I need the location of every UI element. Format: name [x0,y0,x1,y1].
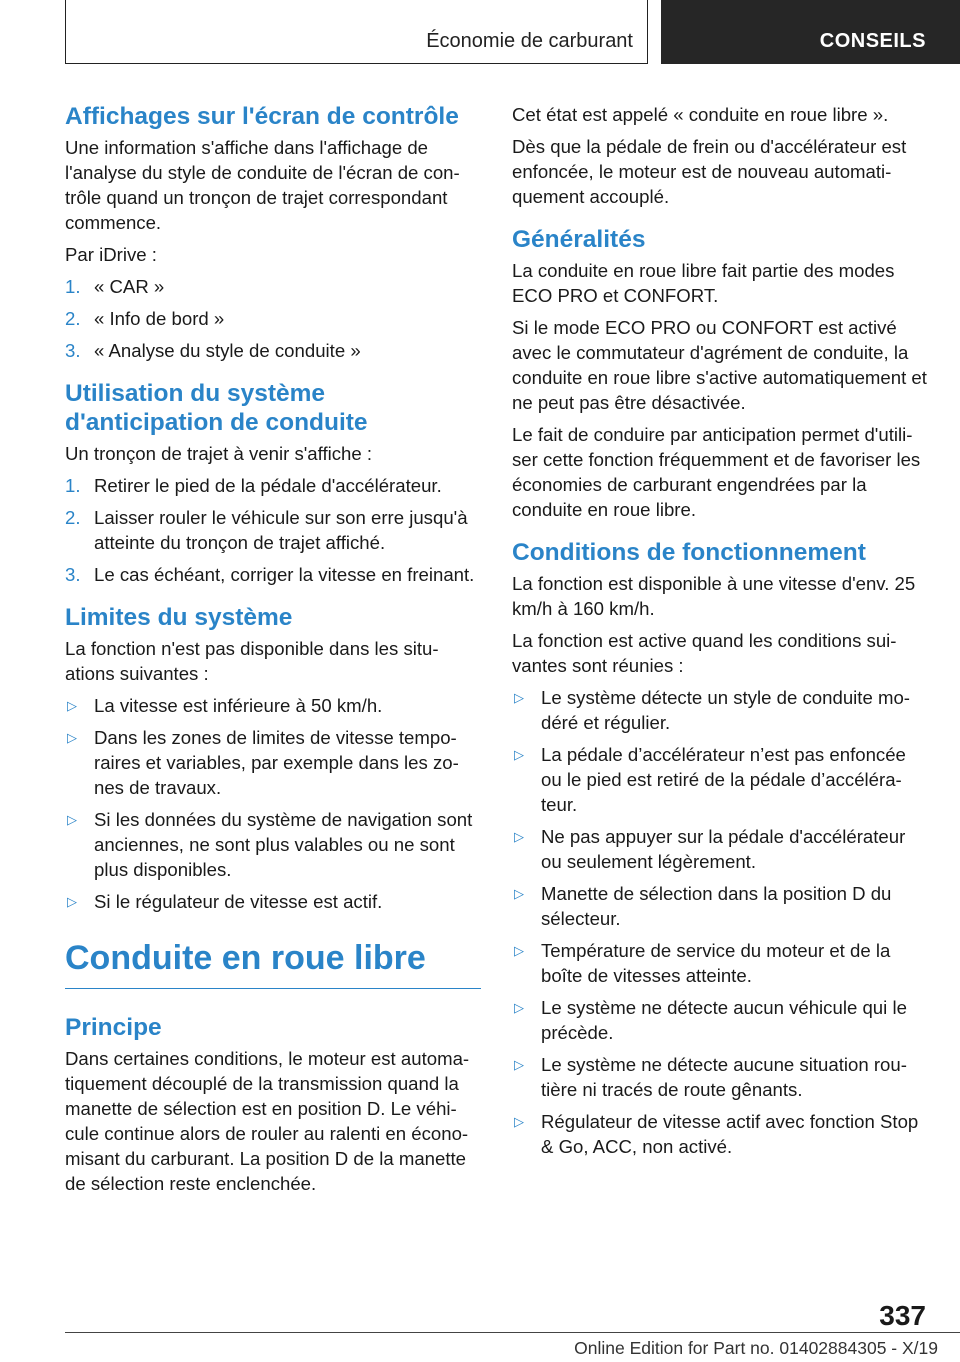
page-number: 337 [879,1300,926,1331]
footer-edition: Online Edition for Part no. 01402884305 - X/19 [574,1338,938,1358]
step-text: « CAR » [94,276,165,297]
paragraph-generalites-1: La conduite en roue libre fait partie des modes ECO PRO et CONFORT. [512,260,895,306]
item-text: La vitesse est inférieure à 50 km/h. [94,695,383,716]
list-item [512,1052,928,1102]
bullet-triangle-icon: ▷ [514,690,524,705]
limites-list [65,693,481,914]
bullet-triangle-icon: ▷ [514,1114,524,1129]
header-chapter-tab [661,0,960,64]
heading-affichages: Affichages sur l'écran de contrôle [65,103,459,130]
paragraph-conditions-1: La fonction est disponible à une vitesse d'env. 25 km/h à 160 km/h. [512,573,916,619]
item-text: La pédale d’accélérateur n’est pas enfoncée ou le pied est retiré de la pédale d’accéléra‐teur. [541,744,906,815]
idrive-steps [65,274,481,363]
step-number: 2. [65,308,81,329]
paragraph-idrive: Par iDrive : [65,244,157,265]
bullet-triangle-icon: ▷ [514,747,524,762]
item-text: Ne pas appuyer sur la pédale d'accélérateur ou seulement légèrement. [541,826,906,872]
step-text: Le cas échéant, corriger la vitesse en freinant. [94,564,475,585]
heading-principe: Principe [65,1014,162,1041]
step-number: 3. [65,340,81,361]
item-text: Le système ne détecte aucun véhicule qui le précède. [541,997,907,1043]
list-item [512,685,928,735]
paragraph-pedale: Dès que la pédale de frein ou d'accélérateur est enfoncée, le moteur est de nouveau automati‐quement accouplé. [512,136,907,207]
heading-conditions: Conditions de fonctionnement [512,539,866,566]
paragraph-generalites-3: Le fait de conduire par anticipation permet d'utili‐ser cette fonction fréquemment et de favoriser les économies de carburant engendrées par la conduite en roue libre. [512,424,921,520]
item-text: Le système détecte un style de conduite mo‐déré et régulier. [541,687,910,733]
list-item [65,693,481,718]
list-item [65,505,481,555]
item-text: Température de service du moteur et de la boîte de vitesses atteinte. [541,940,891,986]
bullet-triangle-icon: ▷ [67,730,77,745]
item-text: Dans les zones de limites de vitesse tempo‐raires et variables, par exemple dans les zo‐nes de travaux. [94,727,459,798]
utilisation-steps [65,473,481,587]
left-column [65,102,481,1203]
step-number: 3. [65,564,81,585]
step-number: 1. [65,276,81,297]
right-column [512,102,928,1166]
list-item [512,995,928,1045]
item-text: Le système ne détecte aucune situation rou‐tière ni tracés de route gênants. [541,1054,907,1100]
bullet-triangle-icon: ▷ [514,829,524,844]
paragraph-conditions-2: La fonction est active quand les conditions sui‐vantes sont réunies : [512,630,897,676]
item-text: Si les données du système de navigation sont anciennes, ne sont plus valables ou ne sont plus disponibles. [94,809,473,880]
list-item [65,889,481,914]
item-text: Régulateur de vitesse actif avec fonction Stop & Go, ACC, non activé. [541,1111,919,1157]
list-item [65,274,481,299]
list-item [512,1109,928,1159]
list-item [65,562,481,587]
bullet-triangle-icon: ▷ [67,894,77,909]
list-item [512,824,928,874]
bullet-triangle-icon: ▷ [514,886,524,901]
bullet-triangle-icon: ▷ [67,698,77,713]
paragraph-principe: Dans certaines conditions, le moteur est automa‐tiquement découplé de la transmission quand la manette de sélection est en position D. Le véhi‐cule continue alors de rouler au ralenti en écono‐misant du carburant. La position D de la manette de sélection reste enclenchée. [65,1048,470,1194]
bullet-triangle-icon: ▷ [514,1000,524,1015]
step-text: Retirer le pied de la pédale d'accélérateur. [94,475,442,496]
step-text: « Info de bord » [94,308,225,329]
bullet-triangle-icon: ▷ [514,943,524,958]
header-chapter-title: CONSEILS [819,30,926,52]
header-section-box [65,0,648,64]
paragraph-utilisation: Un tronçon de trajet à venir s'affiche : [65,443,373,464]
step-number: 1. [65,475,81,496]
step-text: Laisser rouler le véhicule sur son erre jusqu'à atteinte du tronçon de trajet affiché. [94,507,468,553]
list-item [65,473,481,498]
list-item [65,338,481,363]
paragraph-affichages: Une information s'affiche dans l'affichage de l'analyse du style de conduite de l'écran de con‐trôle quand un tronçon de trajet correspondant commence. [65,137,460,233]
paragraph-limites: La fonction n'est pas disponible dans les situ‐ations suivantes : [65,638,439,684]
footer-rule [65,1332,960,1333]
list-item [65,725,481,800]
heading-limites: Limites du système [65,604,293,631]
list-item [65,306,481,331]
item-text: Si le régulateur de vitesse est actif. [94,891,383,912]
heading-utilisation: Utilisation du système d'anticipation de conduite [65,380,368,436]
header-section-title: Économie de carburant [426,30,633,52]
item-text: Manette de sélection dans la position D du sélecteur. [541,883,892,929]
list-item [512,938,928,988]
heading-generalites: Généralités [512,226,646,253]
conditions-list [512,685,928,1159]
bullet-triangle-icon: ▷ [67,812,77,827]
paragraph-etat: Cet état est appelé « conduite en roue libre ». [512,104,889,125]
list-item [65,807,481,882]
chapter-title-rule [65,988,481,989]
step-text: « Analyse du style de conduite » [94,340,361,361]
bullet-triangle-icon: ▷ [514,1057,524,1072]
paragraph-generalites-2: Si le mode ECO PRO ou CONFORT est activé avec le commutateur d'agrément de conduite, la conduite en roue libre s'active automatiquement et ne peut pas être désactivée. [512,317,927,413]
list-item [512,881,928,931]
chapter-title-conduite: Conduite en roue libre [65,939,426,977]
list-item [512,742,928,817]
step-number: 2. [65,507,81,528]
